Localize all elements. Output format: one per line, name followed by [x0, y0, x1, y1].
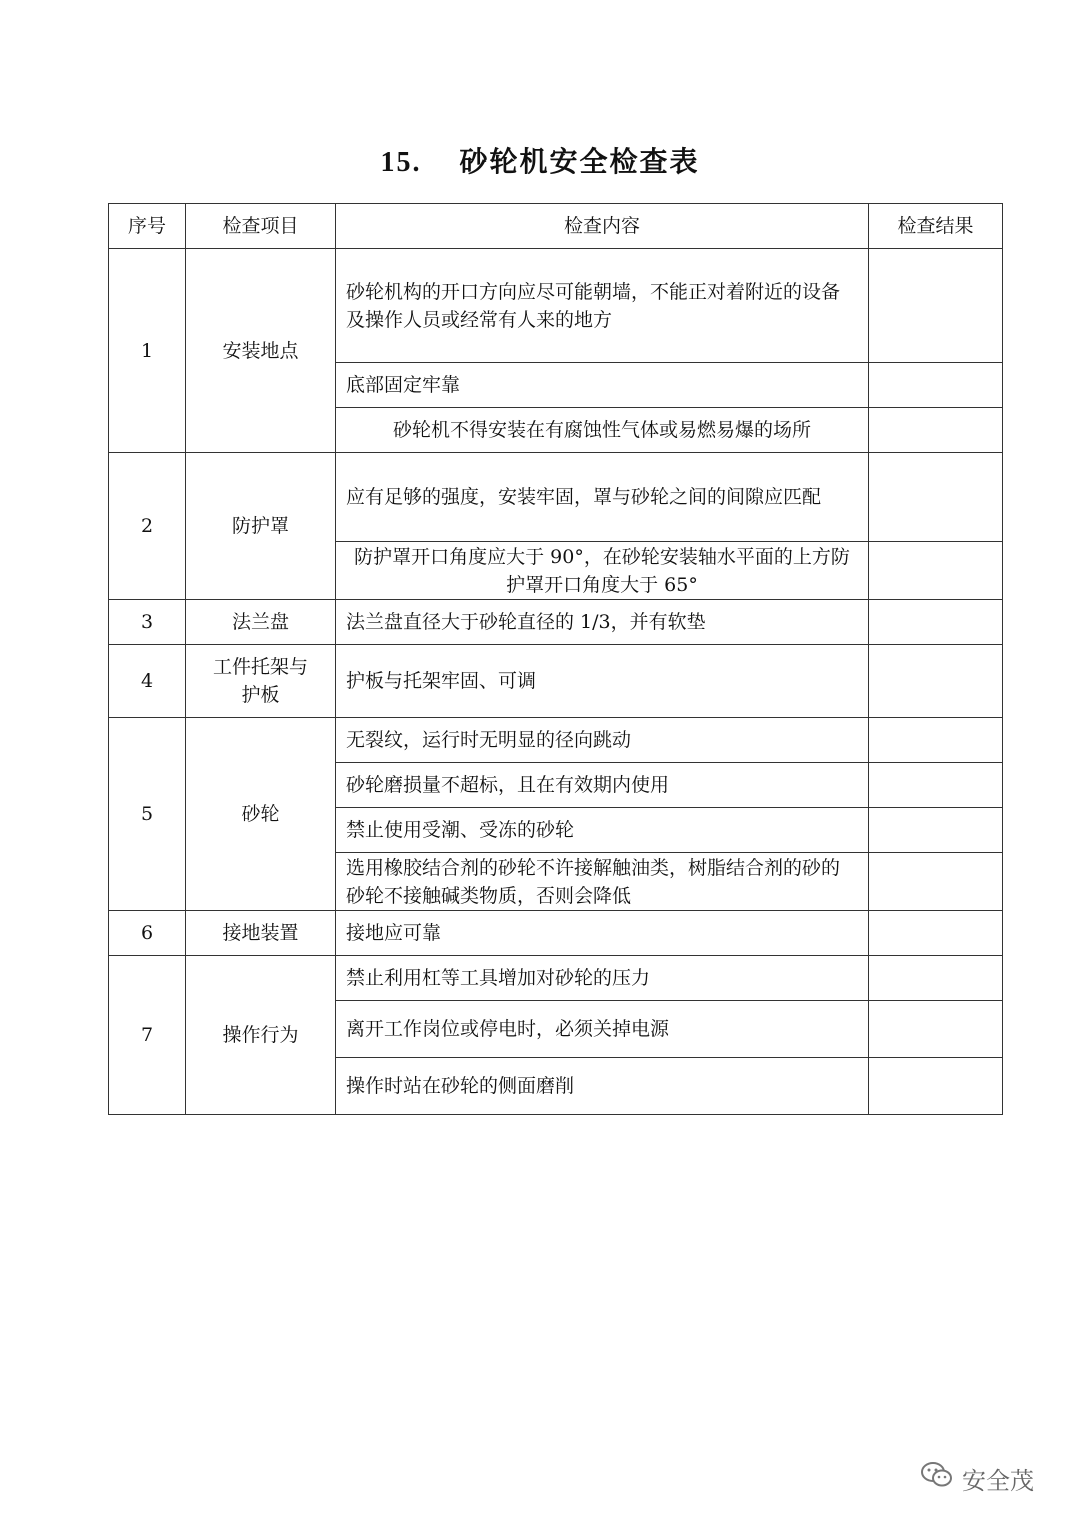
header-no: 序号 [109, 204, 186, 249]
check-result-cell [869, 645, 1003, 718]
check-content: 护板与托架牢固、可调 [336, 645, 869, 718]
check-content: 砂轮机构的开口方向应尽可能朝墙，不能正对着附近的设备及操作人员或经常有人来的地方 [336, 249, 869, 363]
check-result-cell [869, 600, 1003, 645]
table-row [109, 911, 1003, 956]
row-number: 4 [109, 645, 186, 718]
check-item: 砂轮 [186, 718, 336, 911]
check-result-cell [869, 763, 1003, 808]
check-item: 操作行为 [186, 956, 336, 1115]
watermark [920, 1462, 1034, 1494]
check-item: 工件托架与护板 [186, 645, 336, 718]
title-number: 15. [380, 147, 422, 178]
header-item: 检查项目 [186, 204, 336, 249]
check-content: 法兰盘直径大于砂轮直径的 1/3，并有软垫 [336, 600, 869, 645]
table-row [109, 645, 1003, 718]
check-content: 离开工作岗位或停电时，必须关掉电源 [336, 1001, 869, 1058]
table-row [109, 956, 1003, 1001]
check-content: 无裂纹，运行时无明显的径向跳动 [336, 718, 869, 763]
row-number: 5 [109, 718, 186, 911]
row-number: 6 [109, 911, 186, 956]
check-item: 安装地点 [186, 249, 336, 453]
check-result-cell [869, 249, 1003, 363]
table-row [109, 249, 1003, 363]
check-result-cell [869, 853, 1003, 911]
check-result-cell [869, 363, 1003, 408]
check-result-cell [869, 408, 1003, 453]
check-result-cell [869, 1001, 1003, 1058]
check-content: 禁止使用受潮、受冻的砂轮 [336, 808, 869, 853]
check-item: 法兰盘 [186, 600, 336, 645]
check-item: 防护罩 [186, 453, 336, 600]
check-content: 操作时站在砂轮的侧面磨削 [336, 1058, 869, 1115]
check-result-cell [869, 542, 1003, 600]
check-content: 禁止利用杠等工具增加对砂轮的压力 [336, 956, 869, 1001]
watermark-text: 安全茂 [962, 1466, 1034, 1495]
header-result: 检查结果 [869, 204, 1003, 249]
check-result-cell [869, 1058, 1003, 1115]
check-content: 砂轮磨损量不超标，且在有效期内使用 [336, 763, 869, 808]
table-header-row [109, 204, 1003, 249]
check-result-cell [869, 808, 1003, 853]
check-item: 接地装置 [186, 911, 336, 956]
check-content: 防护罩开口角度应大于 90°，在砂轮安装轴水平面的上方防护罩开口角度大于 65° [336, 542, 869, 600]
check-content: 接地应可靠 [336, 911, 869, 956]
check-content: 应有足够的强度，安装牢固，罩与砂轮之间的间隙应匹配 [336, 453, 869, 542]
table-row [109, 600, 1003, 645]
check-content: 砂轮机不得安装在有腐蚀性气体或易燃易爆的场所 [336, 408, 869, 453]
row-number: 2 [109, 453, 186, 600]
title-text: 砂轮机安全检查表 [459, 145, 700, 178]
table-row [109, 718, 1003, 763]
page-title [0, 140, 1080, 180]
check-content: 底部固定牢靠 [336, 363, 869, 408]
row-number: 1 [109, 249, 186, 453]
inspection-table [108, 203, 1003, 1115]
header-content: 检查内容 [336, 204, 869, 249]
check-content: 选用橡胶结合剂的砂轮不许接解触油类，树脂结合剂的砂的砂轮不接触碱类物质，否则会降低 [336, 853, 869, 911]
row-number: 3 [109, 600, 186, 645]
table-row [109, 453, 1003, 542]
row-number: 7 [109, 956, 186, 1115]
check-result-cell [869, 911, 1003, 956]
check-result-cell [869, 956, 1003, 1001]
wechat-icon [920, 1461, 954, 1495]
check-result-cell [869, 718, 1003, 763]
check-result-cell [869, 453, 1003, 542]
